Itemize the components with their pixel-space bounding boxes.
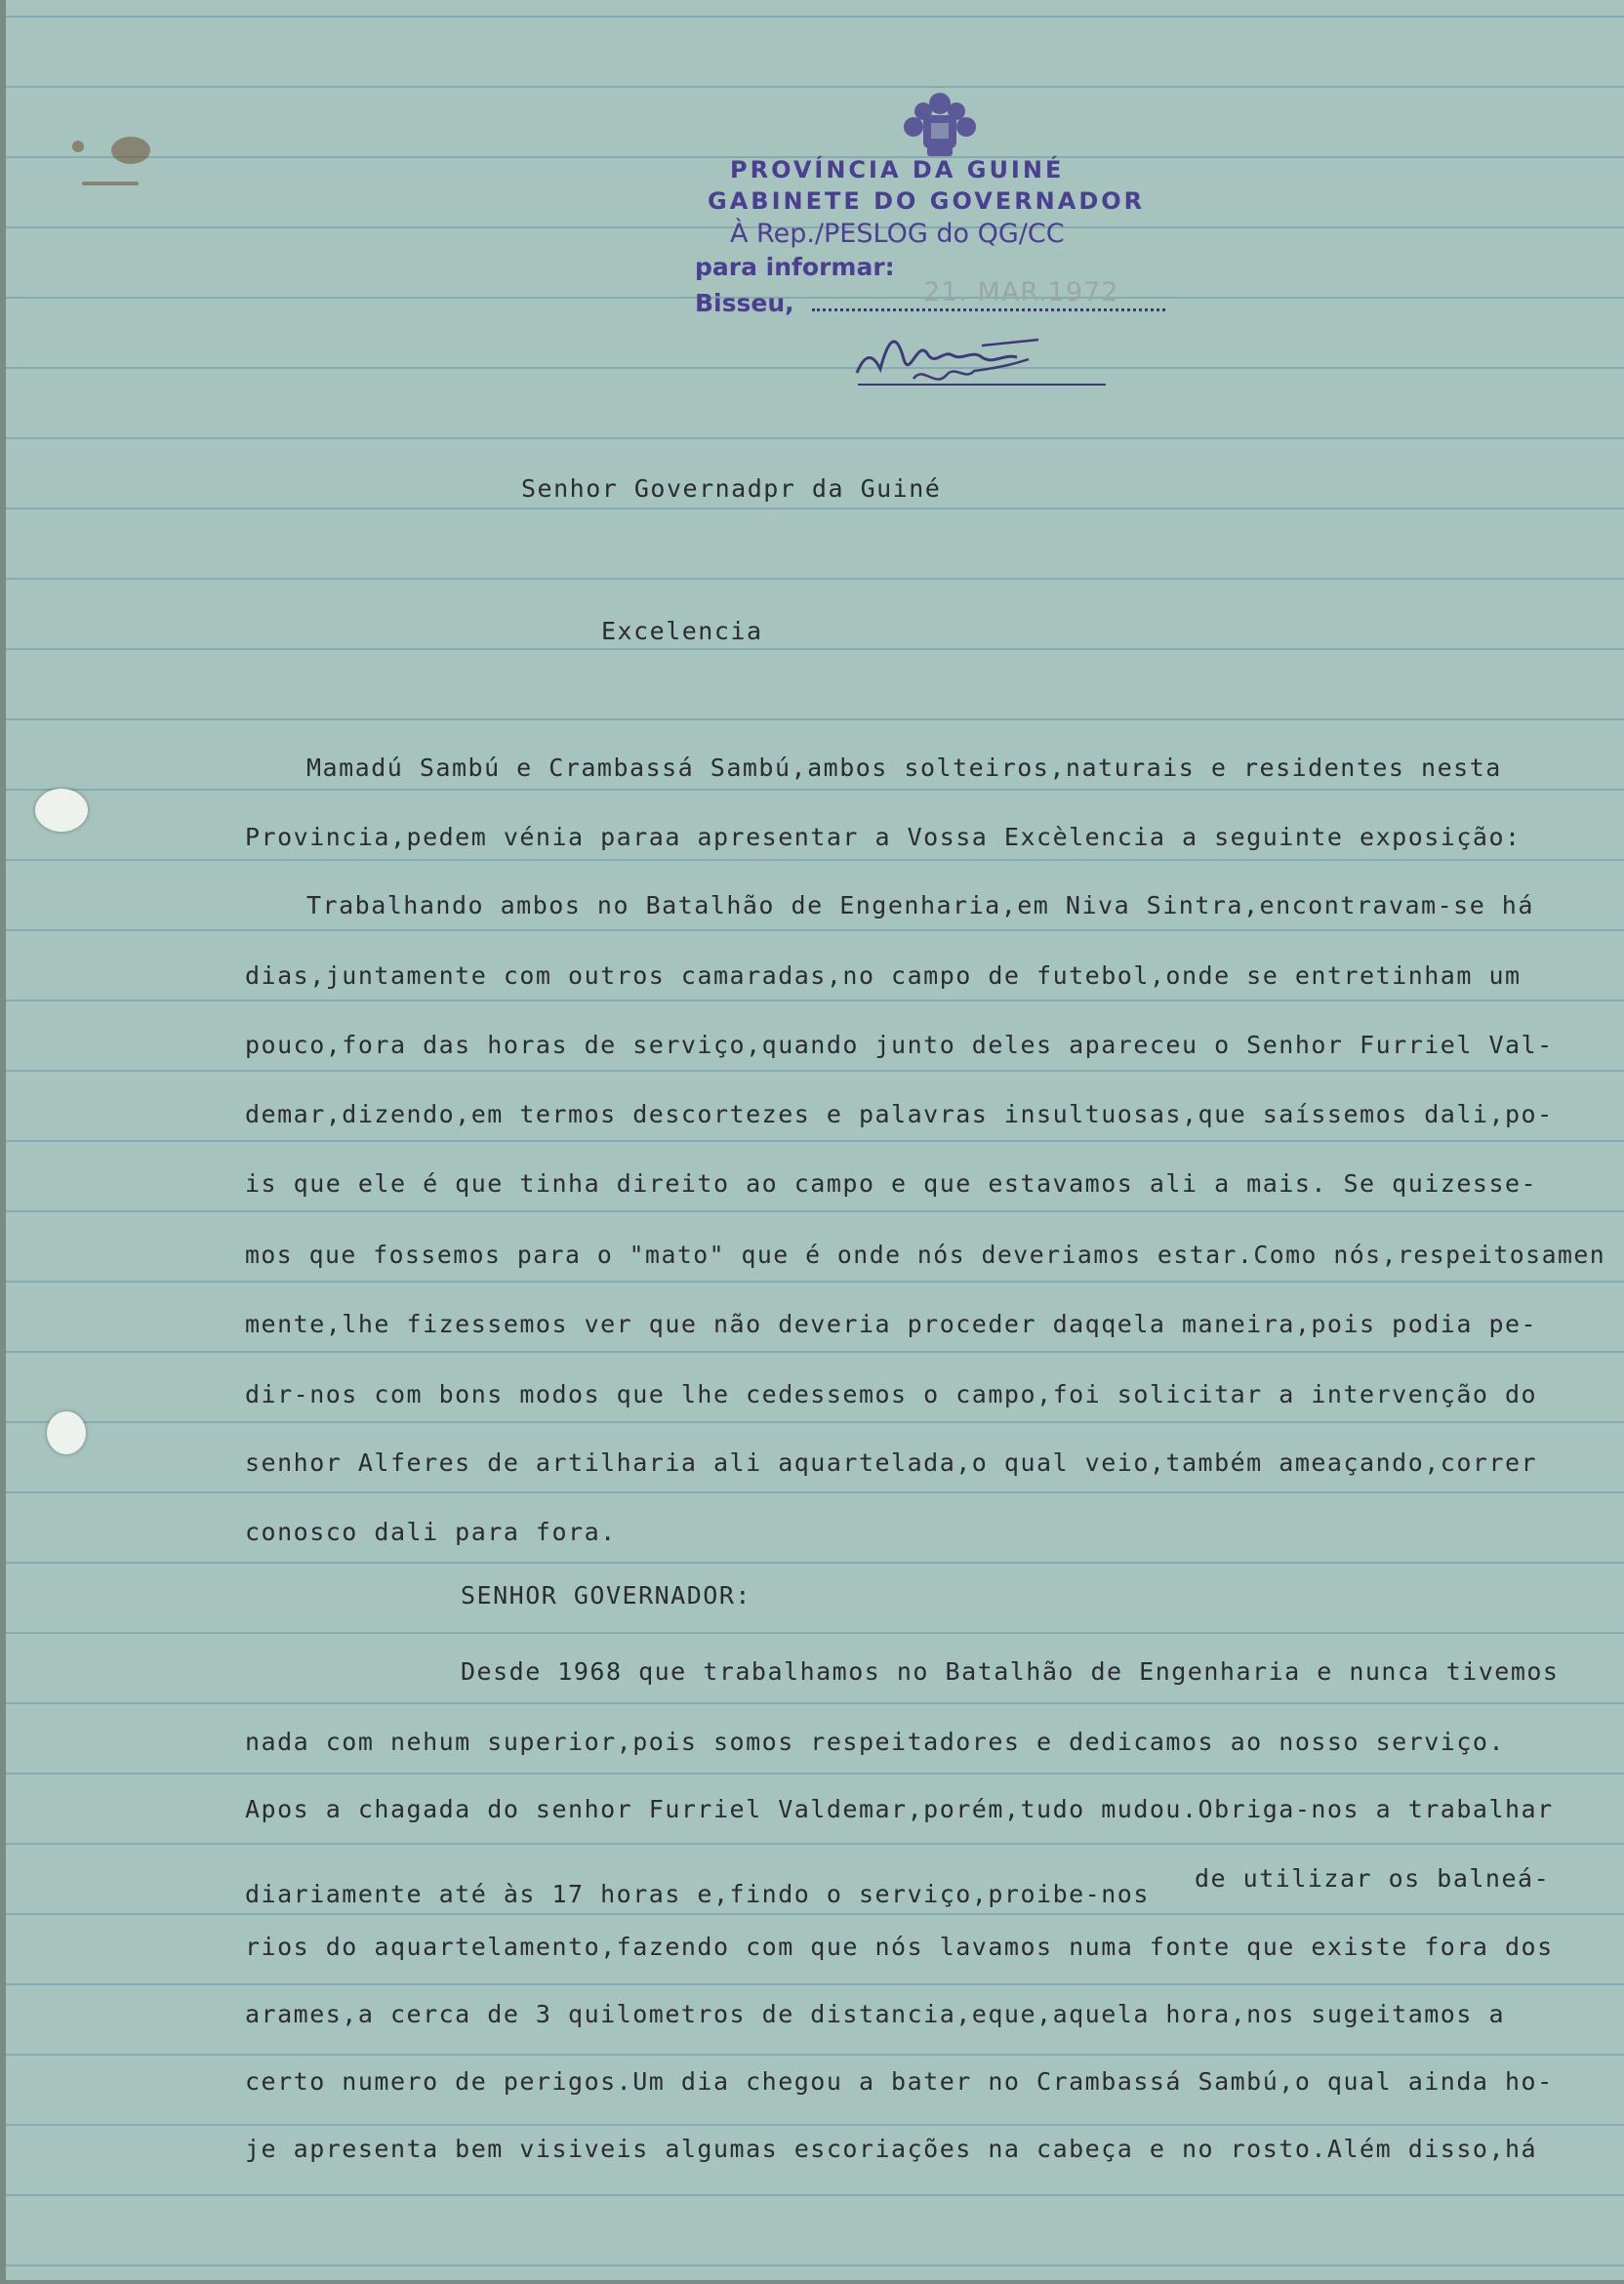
- stamp-province: PROVÍNCIA DA GUINÉ: [730, 156, 1065, 184]
- body-line-8: mos que fossemos para o "mato" que é onde nós deveriamos estar.Como nós,respeitosamen: [245, 1241, 1606, 1269]
- body-line-10: dir-nos com bons modos que lhe cedessemos o campo,foi solicitar a intervenção do: [245, 1380, 1538, 1408]
- body-line-2: Provincia,pedem vénia paraa apresentar a Vossa Excèlencia a seguinte exposição:: [245, 823, 1522, 851]
- body2-line-4b: de utilizar os balneá-: [1195, 1864, 1551, 1893]
- body-line-6: demar,dizendo,em termos descortezes e palavras insultuosas,que saíssemos dali,po-: [245, 1100, 1554, 1128]
- body2-line-1: Desde 1968 que trabalhamos no Batalhão de Engenharia e nunca tivemos: [461, 1657, 1560, 1686]
- punch-hole-bottom: [47, 1411, 86, 1454]
- body-line-12: conosco dali para fora.: [245, 1518, 617, 1546]
- body-line-5: pouco,fora das horas de serviço,quando junto deles apareceu o Senhor Furriel Val-: [245, 1031, 1554, 1059]
- body2-line-7: certo numero de perigos.Um dia chegou a bater no Crambassá Sambú,o qual ainda ho-: [245, 2067, 1554, 2096]
- stamp-inform: para informar:: [695, 253, 895, 281]
- body2-line-3: Apos a chagada do senhor Furriel Valdemar,porém,tudo mudou.Obriga-nos a trabalhar: [245, 1795, 1554, 1823]
- body2-line-8: je apresenta bem visiveis algumas escoriações na cabeça e no rosto.Além disso,há: [245, 2135, 1538, 2163]
- salutation: Excelencia: [601, 617, 763, 645]
- body2-line-4a: diariamente até às 17 horas e,findo o serviço,proibe-nos: [245, 1880, 1150, 1908]
- stamp-city: Bisseu,: [695, 289, 794, 317]
- body-line-7: is que ele é que tinha direito ao campo e que estavamos ali a mais. Se quizesse-: [245, 1169, 1538, 1198]
- section-heading: SENHOR GOVERNADOR:: [461, 1581, 751, 1610]
- body2-line-5: rios do aquartelamento,fazendo com que nós lavamos numa fonte que existe fora dos: [245, 1933, 1554, 1961]
- stamp-office: GABINETE DO GOVERNADOR: [708, 187, 1146, 215]
- signature-underline: [858, 384, 1106, 386]
- body-line-1: Mamadú Sambú e Crambassá Sambú,ambos solteiros,naturais e residentes nesta: [306, 754, 1502, 782]
- body2-line-2: nada com nehum superior,pois somos respeitadores e dedicamos ao nosso serviço.: [245, 1728, 1505, 1756]
- ink-stain: [111, 137, 150, 164]
- body-line-11: senhor Alferes de artilharia ali aquartelada,o qual veio,também ameaçando,correr: [245, 1448, 1538, 1477]
- ink-stain-small: [82, 182, 139, 185]
- stamp-routing: À Rep./PESLOG do QG/CC: [730, 219, 1065, 249]
- coat-of-arms-seal: [894, 84, 986, 162]
- stamp-date: 21. MAR.1972: [923, 277, 1119, 307]
- body-line-9: mente,lhe fizessemos ver que não deveria proceder daqqela maneira,pois podia pe-: [245, 1310, 1538, 1338]
- punch-hole-top: [35, 789, 88, 832]
- body-line-3: Trabalhando ambos no Batalhão de Engenharia,em Niva Sintra,encontravam-se há: [306, 891, 1534, 919]
- body2-line-6: arames,a cerca de 3 quilometros de distancia,eque,aquela hora,nos sugeitamos a: [245, 2000, 1505, 2028]
- addressee: Senhor Governadpr da Guiné: [521, 474, 942, 503]
- ink-stain-small: [72, 141, 84, 152]
- body-line-4: dias,juntamente com outros camaradas,no campo de futebol,onde se entretinham um: [245, 961, 1522, 990]
- letter-page: [6, 0, 1624, 2280]
